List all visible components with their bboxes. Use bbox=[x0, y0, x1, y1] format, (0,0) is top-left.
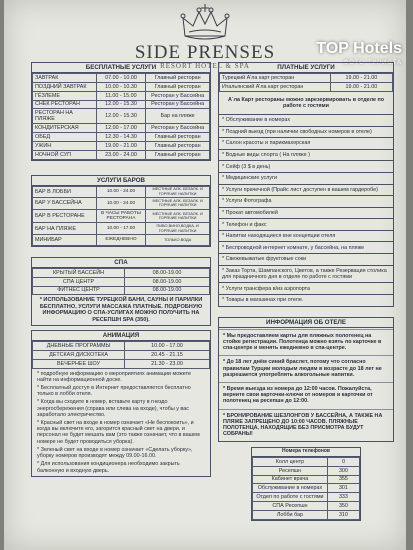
list-item: * Прокат автомобилей bbox=[218, 208, 394, 220]
table-cell: ПОЗДНИЙ ЗАВТРАК bbox=[33, 82, 97, 91]
list-item: * Обслуживание в номерах bbox=[218, 115, 394, 127]
table-cell: Турецкий А'ла карт ресторан bbox=[220, 74, 331, 83]
crown-logo-icon bbox=[173, 2, 237, 44]
table-cell: Ресторан у Бассейна bbox=[146, 91, 210, 100]
table-cell: 08.00-19.00 bbox=[125, 277, 210, 286]
table-row bbox=[33, 198, 210, 210]
spa-note: * ИСПОЛЬЗОВАНИЕ ТУРЕЦКОЙ БАНИ, САУНЫ И ПАРИЛКИ БЕСПЛАТНО, УСЛУГИ МАССАЖА ПЛАТНЫЕ. ПОДРОБНУЮ ИНФОРМАЦИЮ О СПА-УСЛИГАХ МОЖНО ПОЛУЧИТЬ НА РЕСЕПШН SPA (350). bbox=[39, 297, 203, 323]
hotel-info-sheet bbox=[4, 0, 406, 550]
list-item: * Зеленый свет на входе в номер означает «Сделать уборку», уборку номеров производят между 09.00-16.00. bbox=[37, 446, 193, 460]
table-cell: СПА Ресепшн bbox=[253, 502, 328, 511]
table-cell: 10.00 - 10.30 bbox=[96, 82, 146, 91]
table-cell: 10.00 - 24.00 bbox=[96, 198, 146, 210]
table-row bbox=[33, 351, 210, 360]
table-cell: БАР В РЕСТОРАНЕ bbox=[33, 209, 97, 223]
table-row bbox=[220, 74, 393, 83]
table-cell: 12.00 - 15.30 bbox=[96, 109, 146, 124]
table-row bbox=[33, 82, 210, 91]
table-row bbox=[33, 269, 210, 278]
list-item: * Услуги трансфера в/из аэропорта bbox=[218, 283, 394, 295]
table-cell: Главный ресторан bbox=[146, 82, 210, 91]
table-cell: Лобби бар bbox=[253, 510, 328, 519]
table-row bbox=[33, 124, 210, 133]
table-cell: 20.45 - 21.15 bbox=[125, 351, 210, 360]
table-row bbox=[253, 484, 360, 493]
list-item: * Когда вы сходите в номер, вставьте карту в гнездо энергосбережения (справа или слева на входе), чтобы у вас заработало электричество. bbox=[37, 399, 189, 418]
table-cell: 12.00 - 17.00 bbox=[96, 124, 146, 133]
animation-box bbox=[31, 330, 211, 477]
table-cell: 23.00 - 24.00 bbox=[96, 150, 146, 159]
table-cell: ПИВО,ВИНО,ВОДКА, И ГОРЯЧИЕ НАПИТКИ bbox=[146, 223, 210, 235]
table-cell: ЕЖЕДНЕВНО bbox=[96, 234, 146, 245]
table-cell: Главный ресторан bbox=[146, 141, 210, 150]
table-cell: Отдел по работе с гостями bbox=[253, 493, 328, 502]
list-item: * Для использования кондиционера необходимо закрыть балконную и входную дверь. bbox=[37, 461, 180, 474]
table-row bbox=[33, 223, 210, 235]
right-column bbox=[218, 62, 394, 521]
phones-table bbox=[252, 457, 360, 520]
table-cell: 19.00 - 21.00 bbox=[96, 141, 146, 150]
table-row bbox=[253, 475, 360, 484]
list-item: * Сейф (3 $ в день) bbox=[218, 161, 394, 173]
table-cell: Главный ресторан bbox=[146, 150, 210, 159]
list-item: * Беспроводной интернет комнате, у бассейна, на пляже bbox=[218, 242, 394, 254]
table-row bbox=[33, 209, 210, 223]
table-cell: Бар на пляже bbox=[146, 109, 210, 124]
table-cell: ТОЛЬКО ВОДА bbox=[146, 234, 210, 245]
table-cell: МИНИБАР bbox=[33, 234, 97, 245]
table-cell: 10.00 - 17.00 bbox=[96, 223, 146, 235]
spa-title: СПА bbox=[32, 258, 210, 268]
table-cell: КОНДИТЕРСКАЯ bbox=[33, 124, 97, 133]
table-cell: Ресепшн bbox=[253, 466, 328, 475]
hotel-info-box bbox=[218, 317, 394, 443]
left-column bbox=[31, 62, 211, 481]
table-cell: СНЕК РЕСТОРАН bbox=[33, 100, 97, 109]
table-cell: Итальянский А'ла карт ресторан bbox=[220, 82, 331, 91]
table-cell: 11.00 - 15.00 bbox=[96, 91, 146, 100]
table-cell: 300 bbox=[327, 466, 359, 475]
table-row bbox=[33, 109, 210, 124]
bars-table bbox=[32, 186, 210, 246]
table-cell: НОЧНОЙ СУП bbox=[33, 150, 97, 159]
free-services-box bbox=[31, 62, 211, 161]
table-cell: БАР У БАССЕЙНА bbox=[33, 198, 97, 210]
table-cell: 0 bbox=[327, 458, 359, 467]
table-cell: 12.30 - 14.30 bbox=[96, 133, 146, 142]
paid-services-title: ПЛАТНЫЕ УСЛУГИ bbox=[219, 63, 393, 73]
table-cell: ВЕЧЕРНЕЕ ШОУ bbox=[33, 359, 125, 368]
table-cell: Колл центр bbox=[253, 458, 328, 467]
table-row bbox=[33, 74, 210, 83]
list-item: * Медицинские услуги bbox=[218, 173, 394, 185]
paid-services-box bbox=[218, 62, 394, 115]
table-cell: ОБЕД bbox=[33, 133, 97, 142]
table-row bbox=[33, 141, 210, 150]
table-cell: Главный ресторан bbox=[146, 133, 210, 142]
spa-table bbox=[32, 268, 210, 295]
table-cell: Обслуживание в номерах bbox=[253, 484, 328, 493]
watermark-title: TOP Hotels bbox=[316, 40, 402, 57]
bars-title: УСЛУГИ БАРОВ bbox=[32, 176, 210, 186]
list-item: * Бесплатный доступ в Интернет предоставляется бесплатно только в лобби отеля. bbox=[37, 385, 191, 398]
table-cell: 333 bbox=[327, 493, 359, 502]
table-cell: Главный ресторан bbox=[146, 74, 210, 83]
table-row bbox=[253, 458, 360, 467]
animation-notes bbox=[32, 371, 210, 476]
table-cell: 355 bbox=[327, 475, 359, 484]
table-row bbox=[253, 466, 360, 475]
bars-box bbox=[31, 175, 211, 247]
table-cell: 12.00 - 15.30 bbox=[96, 100, 146, 109]
table-cell: УЖИН bbox=[33, 141, 97, 150]
list-item: * Водные виды спорта ( На пляже ) bbox=[218, 150, 394, 162]
table-row bbox=[220, 82, 393, 91]
reserve-note: А`ла Карт рестораны можно зарезервировать в отделе по работе с гостями bbox=[227, 96, 385, 109]
table-cell: 10.00 - 17.00 bbox=[125, 342, 210, 351]
table-cell: ДЕТСКАЯ ДИСКОТЕКА bbox=[33, 351, 125, 360]
table-cell: СПА ЦЕНТР bbox=[33, 277, 125, 286]
hotel-info-list bbox=[219, 329, 393, 441]
table-cell: 310 bbox=[327, 510, 359, 519]
table-row bbox=[33, 234, 210, 245]
table-cell: КРЫТЫЙ БАССЕЙН bbox=[33, 269, 125, 278]
table-row bbox=[33, 277, 210, 286]
table-cell: ФИТНЕС ЦЕНТР bbox=[33, 286, 125, 295]
list-item: * Услуги Фотографа bbox=[218, 196, 394, 208]
list-item: * Напитки находящиеся вне концепции отеля bbox=[218, 231, 394, 243]
table-row bbox=[33, 91, 210, 100]
table-cell: БАР В ЛОББИ bbox=[33, 186, 97, 198]
table-row bbox=[33, 133, 210, 142]
list-item: * БРОНИРОВАНИЕ ШЕЗЛОНГОВ У БАССЕЙНА, А ТАКЖЕ НА ПЛЯЖЕ ЗАПРЕЩЕНО ДО 10:00 ЧАСОВ. ПЛЯЖНЫЕ ПОЛОТЕНЦА, НАХОДЯЩИЕ БЕЗ ПРИСМОТРА БУДУТ СОБРАНЫ! bbox=[219, 409, 393, 441]
table-cell: 19.00 - 21.00 bbox=[330, 82, 392, 91]
table-cell: МЕСТНЫЕ АЛК. БЕЗАЛК. И ГОРЯЧИЕ НАПИТКИ bbox=[146, 209, 210, 223]
hotel-info-title: ИНФОРМАЦИЯ ОБ ОТЕЛЕ bbox=[219, 318, 393, 328]
table-row bbox=[33, 286, 210, 295]
watermark-caption: ФОТО ТУРИСТА bbox=[343, 60, 402, 66]
table-cell: 21.30 - 23.00 bbox=[125, 359, 210, 368]
brand-name: SIDE PRENSES bbox=[134, 42, 276, 63]
free-services-table bbox=[32, 73, 210, 159]
table-cell: МЕСТНЫЕ АЛК. БЕЗАЛК. И ГОРЯЧИЕ НАПИТКИ bbox=[146, 186, 210, 198]
table-cell: 07.00 - 10.00 bbox=[96, 74, 146, 83]
table-cell: 08.00-19.00 bbox=[125, 269, 210, 278]
table-cell: 19.00 - 21.00 bbox=[330, 74, 392, 83]
table-cell: Ресторан у Бассейна bbox=[146, 100, 210, 109]
table-row bbox=[33, 100, 210, 109]
table-cell: Ресторан у Бассейна bbox=[146, 124, 210, 133]
list-item: * подробную информацию о мероприятиях анимации можете найти на информационной доске. bbox=[37, 370, 192, 383]
list-item: * До 18 лет днём синий браслет, потому что согласно правилам Турции молодым людям в возрасте до 18 лет не разрешается употреблять алкогольные напитки. bbox=[219, 355, 393, 381]
paid-restaurants-table bbox=[219, 73, 393, 92]
brand-subtitle: RESORT HOTEL & SPA bbox=[160, 62, 250, 70]
list-item: * Салон красоты и парикмахерская bbox=[218, 138, 394, 150]
list-item: * Телефон и факс bbox=[218, 219, 394, 231]
list-item: * Красный свет на входе в номер означает «Не беспокоить», и когда вы включите его, загорится красный свет на двери, и персонал не будет мешать вам (это также означает, что в вашем номере не будет проводиться уборка). bbox=[37, 420, 200, 445]
table-cell: БАР НА ПЛЯЖЕ bbox=[33, 223, 97, 235]
table-cell: В ЧАСЫ РАБОТЫ РЕСТОРАНА bbox=[96, 209, 146, 223]
animation-table bbox=[32, 341, 210, 368]
animation-title: АНИМАЦИЯ bbox=[32, 331, 210, 341]
table-row bbox=[253, 502, 360, 511]
paid-services-list bbox=[218, 115, 394, 306]
table-row bbox=[33, 150, 210, 159]
table-row bbox=[33, 359, 210, 368]
table-cell: 08.00-19.00 bbox=[125, 286, 210, 295]
list-item: * Услуги прачечной (Прайс лист доступен в вашем гардеробе) bbox=[218, 185, 394, 197]
phones-box bbox=[251, 447, 361, 520]
table-cell: ЗАВТРАК bbox=[33, 74, 97, 83]
table-row bbox=[253, 510, 360, 519]
table-row bbox=[33, 342, 210, 351]
list-item: * Поздний выезд (при наличии свободных номеров в отеле) bbox=[218, 127, 394, 139]
list-item: * Товары в магазинах при отеле. bbox=[218, 295, 394, 307]
list-item: * Свежевыжатые фруктовые соки bbox=[218, 254, 394, 266]
phones-title: Номера телефонов bbox=[252, 448, 360, 457]
table-cell: ДНЕВНЫЕ ПРОГРАММЫ bbox=[33, 342, 125, 351]
list-item: * Заказ Торта, Шампанского, Цветов, а также Резервация столика для праздничного дня в отделе по работе с гостями bbox=[218, 266, 394, 284]
table-cell: 10.00 - 24.00 bbox=[96, 186, 146, 198]
table-cell: ГЁЗЛЕМЕ bbox=[33, 91, 97, 100]
list-item: * Время выезда из номера до 12:00 часов. Пожалуйста, верните свои карточки-ключи от номеров и карточки от полотенец на ресепшн до 12:00. bbox=[219, 382, 393, 408]
table-cell: РЕСТОРАН НА ПЛЯЖЕ bbox=[33, 109, 97, 124]
table-cell: 350 bbox=[327, 502, 359, 511]
table-row bbox=[33, 186, 210, 198]
table-cell: Кабинет врача bbox=[253, 475, 328, 484]
table-cell: 301 bbox=[327, 484, 359, 493]
list-item: * Мы предоставляем карты для пляжных полотенец на стойке регистрации. Полотенца можно взять по карточке в спа-центре и менять ежедневно в спа-центре. bbox=[219, 329, 393, 355]
spa-box bbox=[31, 257, 211, 326]
table-cell: МЕСТНЫЕ АЛК. БЕЗАЛК. И ГОРЯЧИЕ НАПИТКИ bbox=[146, 198, 210, 210]
table-row bbox=[253, 493, 360, 502]
free-services-title: БЕСПЛАТНЫЕ УСЛУГИ bbox=[32, 63, 210, 73]
